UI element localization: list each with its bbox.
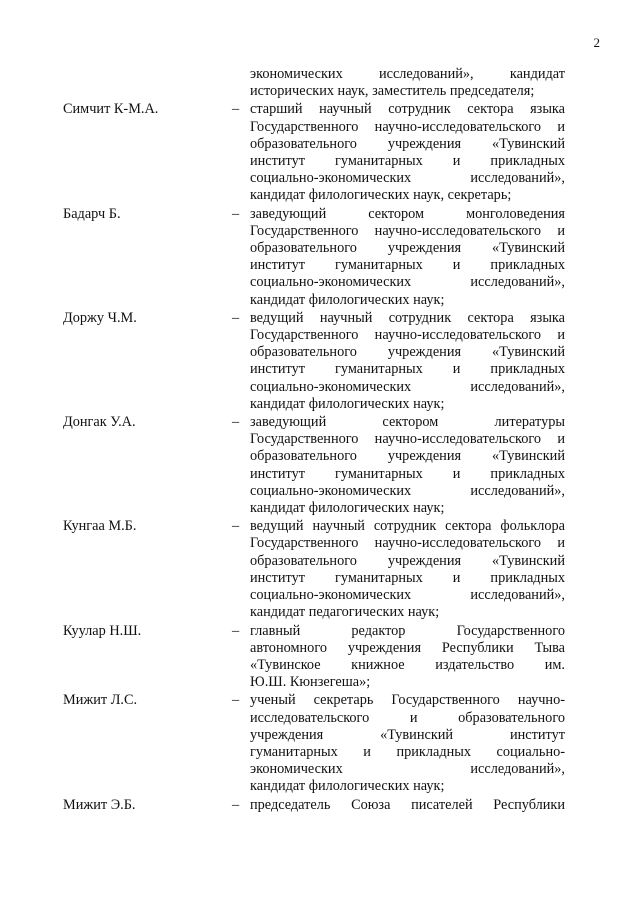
description-line: председатель Союза писателей Республики [250,796,565,813]
member-description [250,310,565,413]
member-entry [0,414,640,517]
description-line: исследовательского и образовательного [250,709,565,726]
description-line: образовательного учреждения «Тувинский [250,240,565,257]
description-line: «Тувинское книжное издательство им. [250,656,565,673]
member-description [250,518,565,621]
member-entry [0,692,640,795]
dash-separator: – [232,309,240,326]
description-line: кандидат филологических наук; [250,395,445,412]
dash-separator: – [232,414,240,431]
member-name: Донгак У.А. [63,414,136,431]
member-name: Бадарч Б. [63,205,121,222]
member-description [250,66,565,100]
description-line: ученый секретарь Государственного научно- [250,692,565,709]
description-line: социально-экономических исследований», [250,170,565,187]
member-description [250,414,565,517]
member-name: Доржу Ч.М. [63,309,137,326]
description-line: учреждения «Тувинский институт [250,726,565,743]
member-name: Симчит К-М.А. [63,101,159,118]
member-entry [0,66,640,100]
description-line: социально-экономических исследований», [250,482,565,499]
dash-separator: – [232,692,240,709]
description-line: ведущий научный сотрудник сектора фольклора [250,518,565,535]
member-entry [0,101,640,204]
description-line: заведующий сектором монголоведения [250,205,565,222]
description-line: Государственного научно-исследовательского и [250,222,565,239]
dash-separator: – [232,205,240,222]
member-description [250,797,565,814]
member-name: Куулар Н.Ш. [63,622,142,639]
description-line: образовательного учреждения «Тувинский [250,448,565,465]
description-line: институт гуманитарных и прикладных [250,569,565,586]
dash-separator: – [232,101,240,118]
description-line: автономного учреждения Республики Тыва [250,639,565,656]
member-description [250,692,565,795]
description-line: кандидат филологических наук, секретарь; [250,187,512,204]
member-entry [0,518,640,621]
description-line: экономических исследований», [250,761,565,778]
description-line: институт гуманитарных и прикладных [250,257,565,274]
description-line: институт гуманитарных и прикладных [250,465,565,482]
description-line: главный редактор Государственного [250,622,565,639]
member-entry [0,797,640,814]
dash-separator: – [232,518,240,535]
description-line: социально-экономических исследований», [250,274,565,291]
member-entry [0,206,640,309]
description-line: образовательного учреждения «Тувинский [250,552,565,569]
description-line: кандидат филологических наук; [250,291,445,308]
description-line: Ю.Ш. Кюнзегеша»; [250,674,371,691]
description-line: кандидат филологических наук; [250,778,445,795]
member-name: Кунгаа М.Б. [63,518,137,535]
page-number: 2 [593,35,600,50]
description-line: гуманитарных и прикладных социально- [250,743,565,760]
dash-separator: – [232,622,240,639]
description-line: Государственного научно-исследовательского и [250,535,565,552]
member-name: Мижит Л.С. [63,692,138,709]
member-entry [0,623,640,692]
description-line: старший научный сотрудник сектора языка [250,101,565,118]
description-line: исторических наук, заместитель председателя; [250,83,535,100]
description-line: социально-экономических исследований», [250,378,565,395]
member-entry [0,310,640,413]
description-line: институт гуманитарных и прикладных [250,361,565,378]
member-description [250,623,565,692]
description-line: институт гуманитарных и прикладных [250,153,565,170]
description-line: образовательного учреждения «Тувинский [250,344,565,361]
description-line: заведующий сектором литературы [250,414,565,431]
description-line: Государственного научно-исследовательского и [250,431,565,448]
member-description [250,206,565,309]
member-name: Мижит Э.Б. [63,796,136,813]
description-line: ведущий научный сотрудник сектора языка [250,309,565,326]
description-line: Государственного научно-исследовательского и [250,327,565,344]
member-list [0,66,640,814]
description-line: образовательного учреждения «Тувинский [250,135,565,152]
description-line: социально-экономических исследований», [250,587,565,604]
description-line: кандидат педагогических наук; [250,604,440,621]
description-line: экономических исследований», кандидат [250,66,565,82]
member-description [250,101,565,204]
description-line: кандидат филологических наук; [250,500,445,517]
description-line: Государственного научно-исследовательского и [250,118,565,135]
dash-separator: – [232,796,240,813]
